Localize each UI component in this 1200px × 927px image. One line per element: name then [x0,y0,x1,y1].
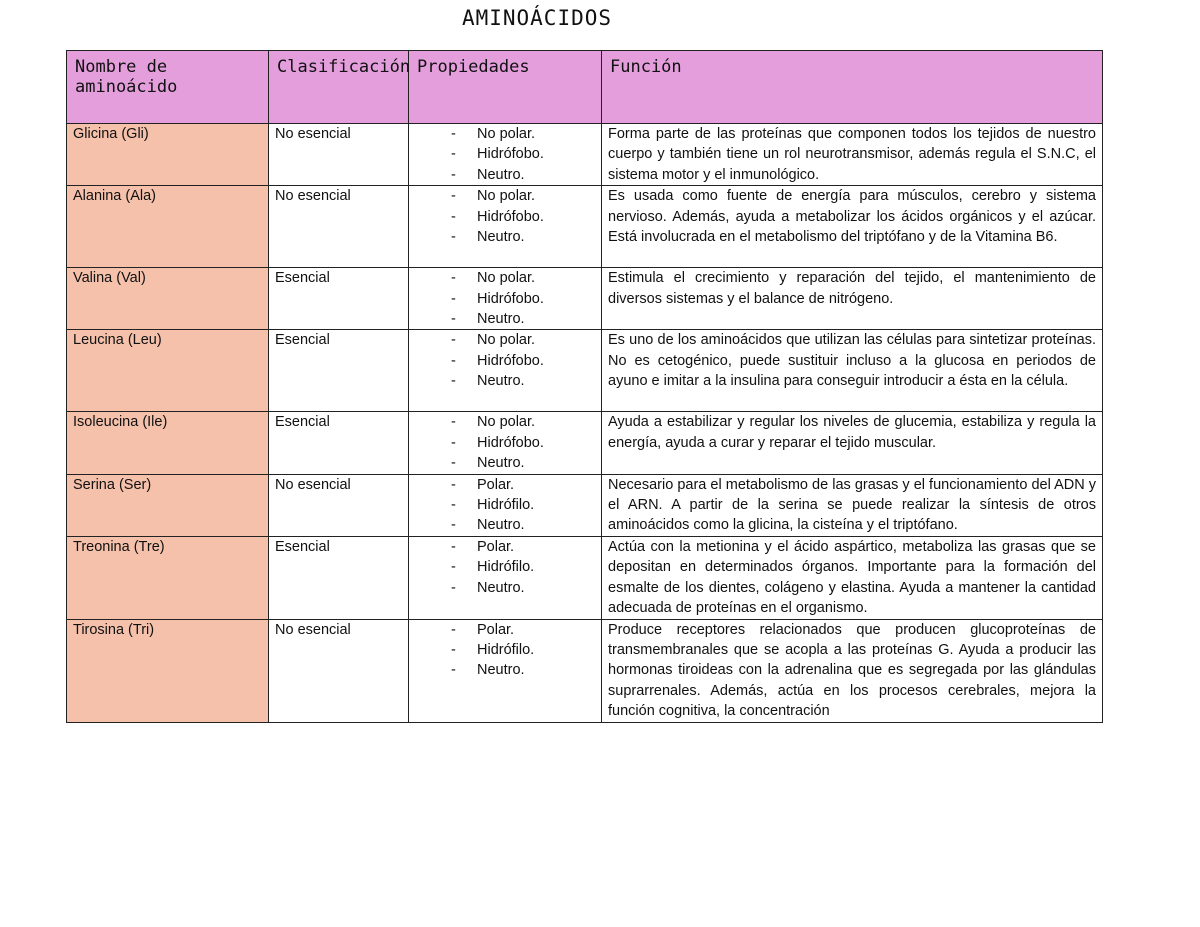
header-name: Nombre de aminoácido [67,51,269,124]
property-item: - Hidrófobo. [415,289,595,309]
table-row [67,268,1103,330]
property-item: - Hidrófobo. [415,207,595,227]
property-item: - Neutro. [415,660,595,680]
property-item: - Hidrófilo. [415,557,595,577]
properties-cell [409,268,602,330]
property-item: - No polar. [415,268,595,288]
function-cell: Necesario para el metabolismo de las grasas y el funcionamiento del ADN y el ARN. A partir de la serina se puede realizar la síntesis de otros aminoácidos como la glicina, la cisteína y el triptófano. [602,474,1103,536]
page-title: AMINOÁCIDOS [461,6,613,30]
properties-cell [409,474,602,536]
header-classification: Clasificación [269,51,409,124]
table-row [67,412,1103,474]
properties-list [415,330,595,391]
function-cell: Produce receptores relacionados que producen glucoproteínas de transmembranales que se acopla a las proteínas G. Ayuda a producir las hormonas tiroideas con la adrenalina que es segregada por las glándulas suprarrenales. Además, actúa en los procesos cerebrales, mejora la función cognitiva, la concentración [602,619,1103,722]
properties-list [415,124,595,185]
header-properties: Propiedades [409,51,602,124]
property-item: - Hidrófilo. [415,640,595,660]
properties-list [415,186,595,247]
property-item: - Neutro. [415,453,595,473]
aminoacid-name: Serina (Ser) [67,474,269,536]
table-body [67,124,1103,723]
classification-cell: No esencial [269,619,409,722]
properties-cell [409,186,602,268]
table-row [67,186,1103,268]
properties-cell [409,619,602,722]
property-item: - Hidrófobo. [415,351,595,371]
classification-cell: Esencial [269,536,409,619]
properties-cell [409,412,602,474]
aminoacid-name: Treonina (Tre) [67,536,269,619]
property-item: - Neutro. [415,578,595,598]
classification-cell: Esencial [269,330,409,412]
properties-list [415,537,595,598]
aminoacid-name: Tirosina (Tri) [67,619,269,722]
table-row [67,619,1103,722]
properties-cell [409,536,602,619]
property-item: - Hidrófilo. [415,495,595,515]
function-cell: Es uno de los aminoácidos que utilizan las células para sintetizar proteínas. No es cetogénico, puede sustituir incluso a la glucosa en periodos de ayuno e imitar a la insulina para conseguir introducir a ésta en la célula. [602,330,1103,412]
function-cell: Actúa con la metionina y el ácido aspártico, metaboliza las grasas que se depositan en determinados órganos. Importante para la formación del esmalte de los dientes, colágeno y elastina. Ayuda a mantener la cantidad adecuada de proteínas en el organismo. [602,536,1103,619]
table-header [67,51,1103,124]
table-row [67,330,1103,412]
aminoacid-name: Leucina (Leu) [67,330,269,412]
property-item: - Neutro. [415,309,595,329]
table-row [67,474,1103,536]
property-item: - No polar. [415,186,595,206]
property-item: - Polar. [415,537,595,557]
header-function: Función [602,51,1103,124]
property-item: - Neutro. [415,371,595,391]
property-item: - Hidrófobo. [415,144,595,164]
aminoacid-name: Glicina (Gli) [67,124,269,186]
table-row [67,124,1103,186]
property-item: - Neutro. [415,165,595,185]
classification-cell: No esencial [269,186,409,268]
property-item: - Polar. [415,475,595,495]
classification-cell: Esencial [269,268,409,330]
properties-list [415,412,595,473]
aminoacid-name: Valina (Val) [67,268,269,330]
classification-cell: Esencial [269,412,409,474]
classification-cell: No esencial [269,124,409,186]
table-row [67,536,1103,619]
property-item: - Polar. [415,620,595,640]
function-cell: Ayuda a estabilizar y regular los niveles de glucemia, estabiliza y regula la energía, ayuda a curar y reparar el tejido muscular. [602,412,1103,474]
property-item: - No polar. [415,124,595,144]
properties-cell [409,124,602,186]
property-item: - Neutro. [415,227,595,247]
aminoacid-name: Isoleucina (Ile) [67,412,269,474]
property-item: - Hidrófobo. [415,433,595,453]
properties-list [415,475,595,536]
function-cell: Es usada como fuente de energía para músculos, cerebro y sistema nervioso. Además, ayuda a metabolizar los ácidos orgánicos y el azúcar. Está involucrada en el metabolismo del triptófano y de la Vitamina B6. [602,186,1103,268]
function-cell: Estimula el crecimiento y reparación del tejido, el mantenimiento de diversos sistemas y el balance de nitrógeno. [602,268,1103,330]
properties-list [415,620,595,681]
property-item: - No polar. [415,412,595,432]
properties-cell [409,330,602,412]
property-item: - No polar. [415,330,595,350]
function-cell: Forma parte de las proteínas que componen todos los tejidos de nuestro cuerpo y también tiene un rol neurotransmisor, además regula el S.N.C, el sistema motor y el inmunológico. [602,124,1103,186]
aminoacid-table [66,50,1103,723]
property-item: - Neutro. [415,515,595,535]
properties-list [415,268,595,329]
classification-cell: No esencial [269,474,409,536]
aminoacid-name: Alanina (Ala) [67,186,269,268]
